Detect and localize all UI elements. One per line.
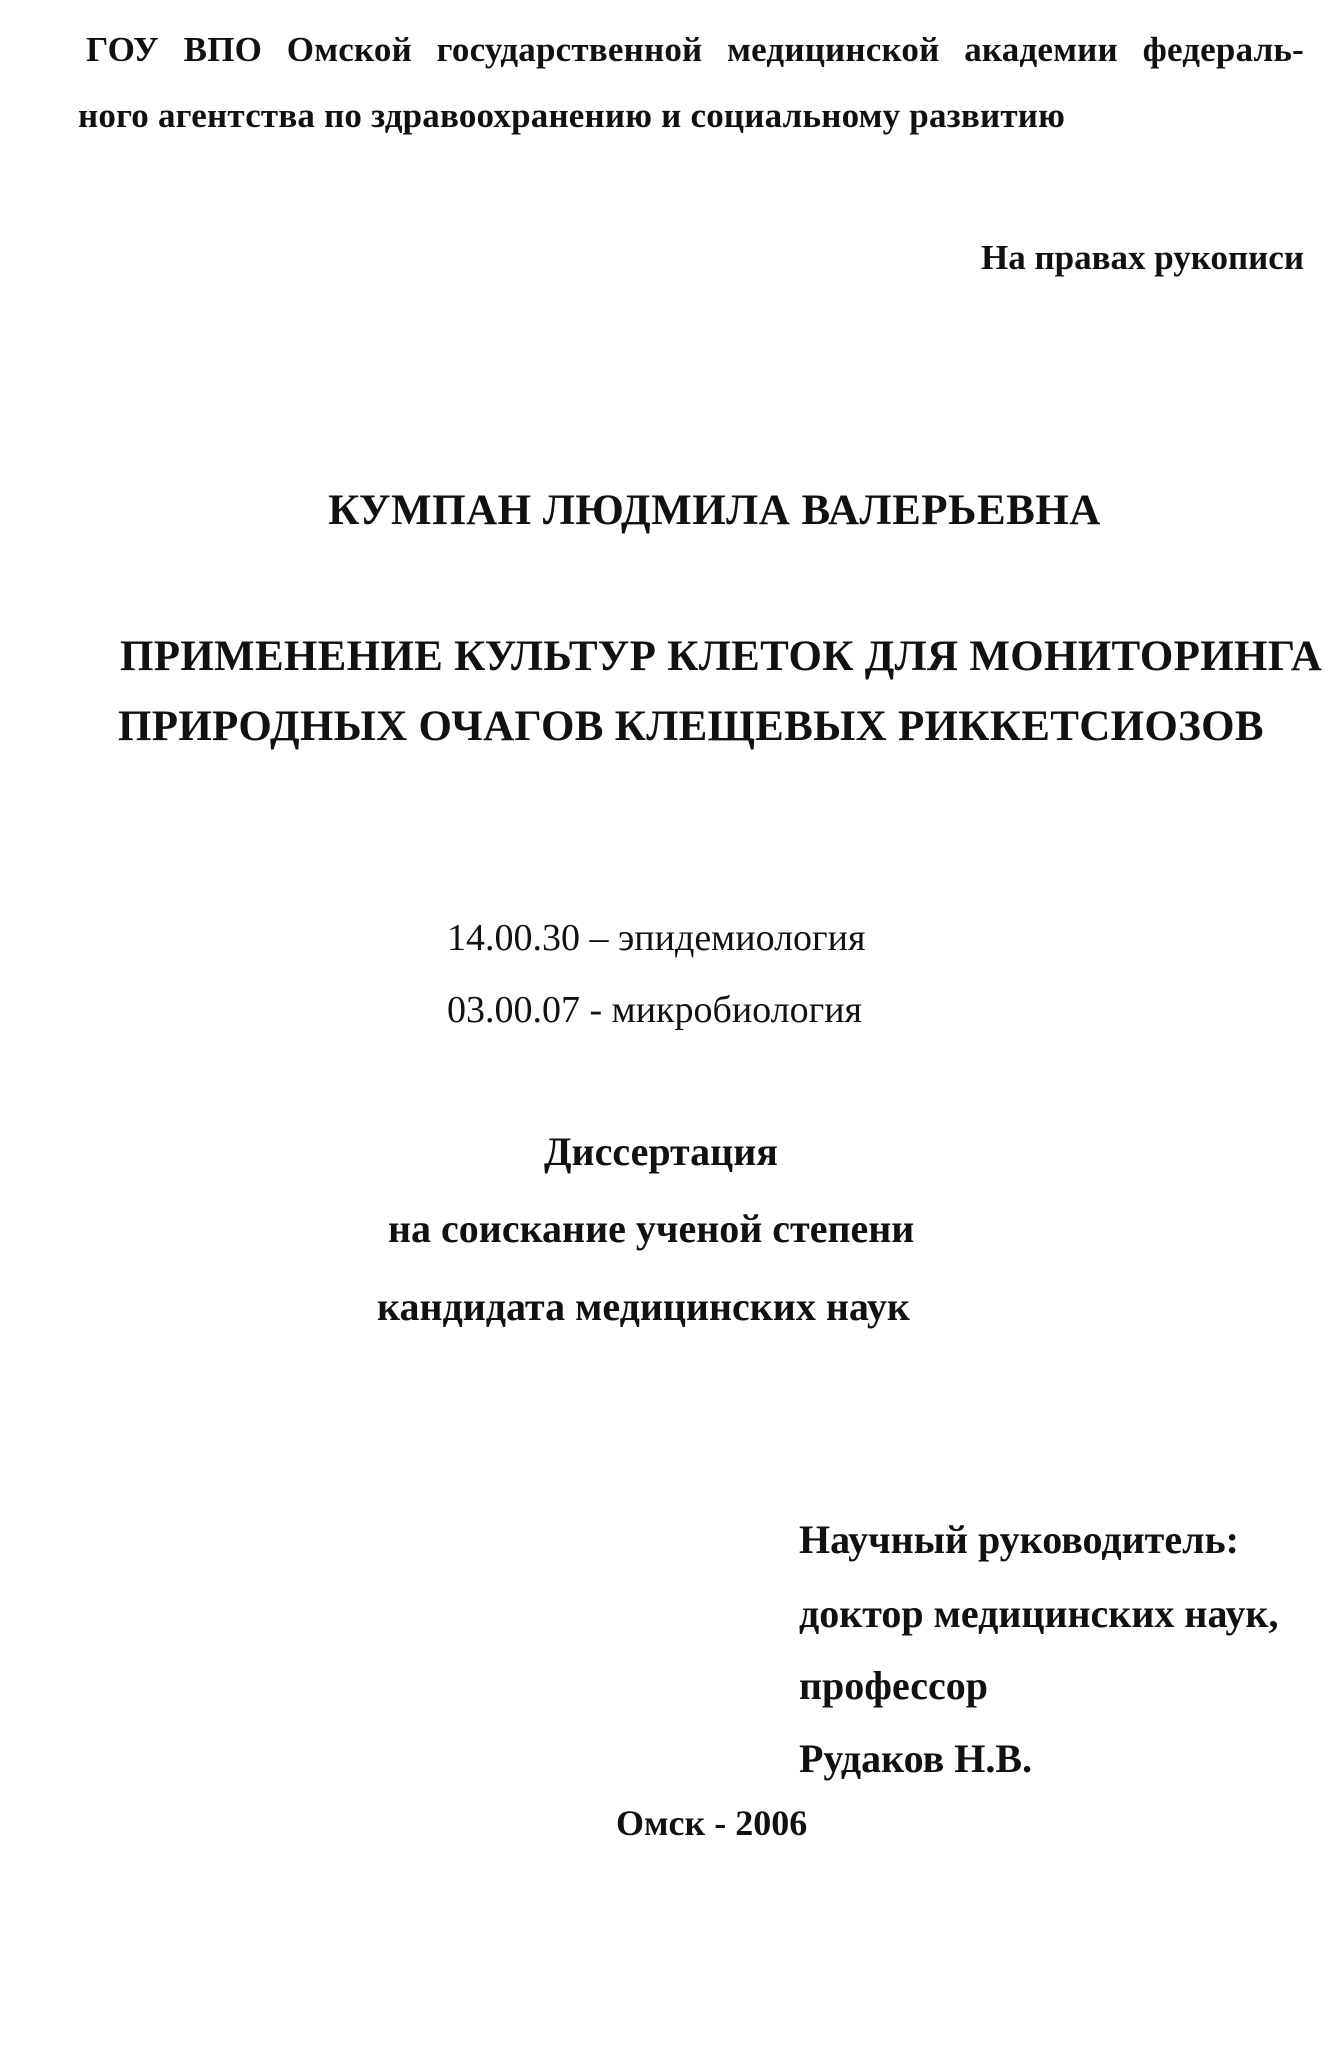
advisor-degree: доктор медицинских наук, <box>799 1591 1279 1636</box>
advisor-rank: профессор <box>799 1663 988 1708</box>
institution-line-1: ГОУ ВПО Омской государственной медицинской академии федераль- <box>86 30 1304 69</box>
advisor-name: Рудаков Н.В. <box>799 1736 1033 1781</box>
thesis-title-line-1: ПРИМЕНЕНИЕ КУЛЬТУР КЛЕТОК ДЛЯ МОНИТОРИНГА <box>120 633 1323 680</box>
specialty-code-2: 03.00.07 - микробиология <box>447 989 863 1031</box>
dissertation-label: Диссертация <box>544 1129 778 1174</box>
degree-purpose: на соискание ученой степени <box>388 1206 915 1251</box>
manuscript-note: На правах рукописи <box>981 238 1304 277</box>
thesis-title-line-2: ПРИРОДНЫХ ОЧАГОВ КЛЕЩЕВЫХ РИККЕТСИОЗОВ <box>118 703 1264 750</box>
specialty-code-1: 14.00.30 – эпидемиология <box>447 917 866 959</box>
author-name: КУМПАН ЛЮДМИЛА ВАЛЕРЬЕВНА <box>328 487 1101 534</box>
institution-line-2: ного агентства по здравоохранению и социальному развитию <box>78 96 1066 135</box>
city-year: Омск - 2006 <box>616 1803 808 1843</box>
advisor-label: Научный руководитель: <box>799 1517 1239 1562</box>
author-name-row <box>0 486 1329 535</box>
degree-name: кандидата медицинских наук <box>377 1284 910 1329</box>
